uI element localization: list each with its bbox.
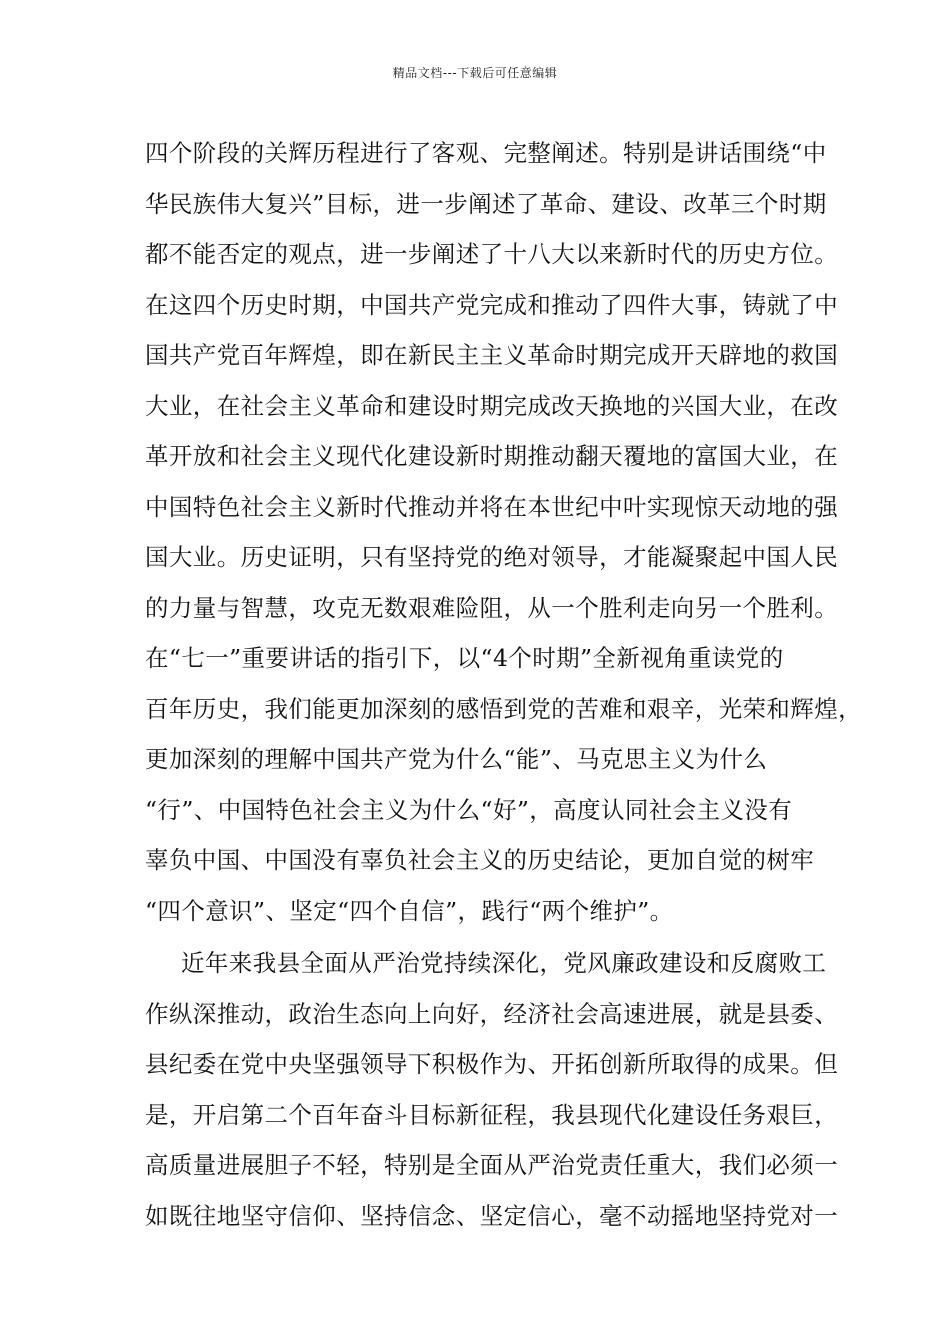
- text-line: “四个意识”、坚定“四个自信”，践行“两个维护”。: [145, 896, 674, 925]
- text-line: 辜负中国、中国没有辜负社会主义的历史结论，更加自觉的树牢: [145, 846, 815, 874]
- text-line: 作纵深推动，政治生态向上向好，经济社会高速进展，就是县委、: [145, 999, 839, 1028]
- text-line: 华民族伟大复兴”目标，进一步阐述了革命、建设、改革三个时期: [145, 189, 827, 218]
- text-line: 高质量进展胆子不轻，特别是全面从严治党责任重大，我们必须一: [145, 1151, 839, 1179]
- text-line: 在“七一”重要讲话的指引下，以“4个时期”全新视角重读党的: [145, 644, 784, 672]
- page-header: 精品文档---下载后可任意编辑: [392, 66, 558, 80]
- text-line: 如既往地坚守信仰、坚持信念、坚定信心，毫不动摇地坚持党对一: [145, 1201, 839, 1230]
- text-line: 百年历史，我们能更加深刻的感悟到党的苦难和艰辛，光荣和辉煌，: [145, 694, 862, 723]
- document-body: [145, 132, 862, 1245]
- text-line: 革开放和社会主义现代化建设新时期推动翻天覆地的富国大业，在: [145, 442, 839, 470]
- text-line: 的力量与智慧，攻克无数艰难险阻，从一个胜利走向另一个胜利。: [145, 593, 839, 622]
- text-line: 四个阶段的关辉历程进行了客观、完整阐述。特别是讲话围绕“中: [145, 139, 827, 167]
- text-line: 国共产党百年辉煌，即在新民主主义革命时期完成开天辟地的救国: [145, 341, 839, 369]
- text-line: “行”、中国特色社会主义为什么“好”，高度认同社会主义没有: [145, 795, 793, 824]
- text-line: 中国特色社会主义新时代推动并将在本世纪中叶实现惊天动地的强: [145, 492, 839, 521]
- text-line: 国大业。历史证明，只有坚持党的绝对领导，才能凝聚起中国人民: [145, 543, 839, 571]
- text-line: 在这四个历史时期，中国共产党完成和推动了四件大事，铸就了中: [145, 290, 839, 319]
- text-line: 近年来我县全面从严治党持续深化，党风廉政建设和反腐败工: [181, 949, 827, 977]
- text-line: 都不能否定的观点，进一步阐述了十八大以来新时代的历史方位。: [145, 240, 839, 268]
- paragraph-1: [145, 132, 862, 940]
- text-line: 更加深刻的理解中国共产党为什么“能”、马克思主义为什么: [145, 745, 768, 773]
- text-line: 大业，在社会主义革命和建设时期完成改天换地的兴国大业，在改: [145, 391, 839, 420]
- paragraph-2: [145, 942, 839, 1245]
- text-line: 县纪委在党中央坚强领导下积极作为、开拓创新所取得的成果。但: [145, 1050, 839, 1078]
- text-line: 是，开启第二个百年奋斗目标新征程，我县现代化建设任务艰巨，: [145, 1100, 839, 1129]
